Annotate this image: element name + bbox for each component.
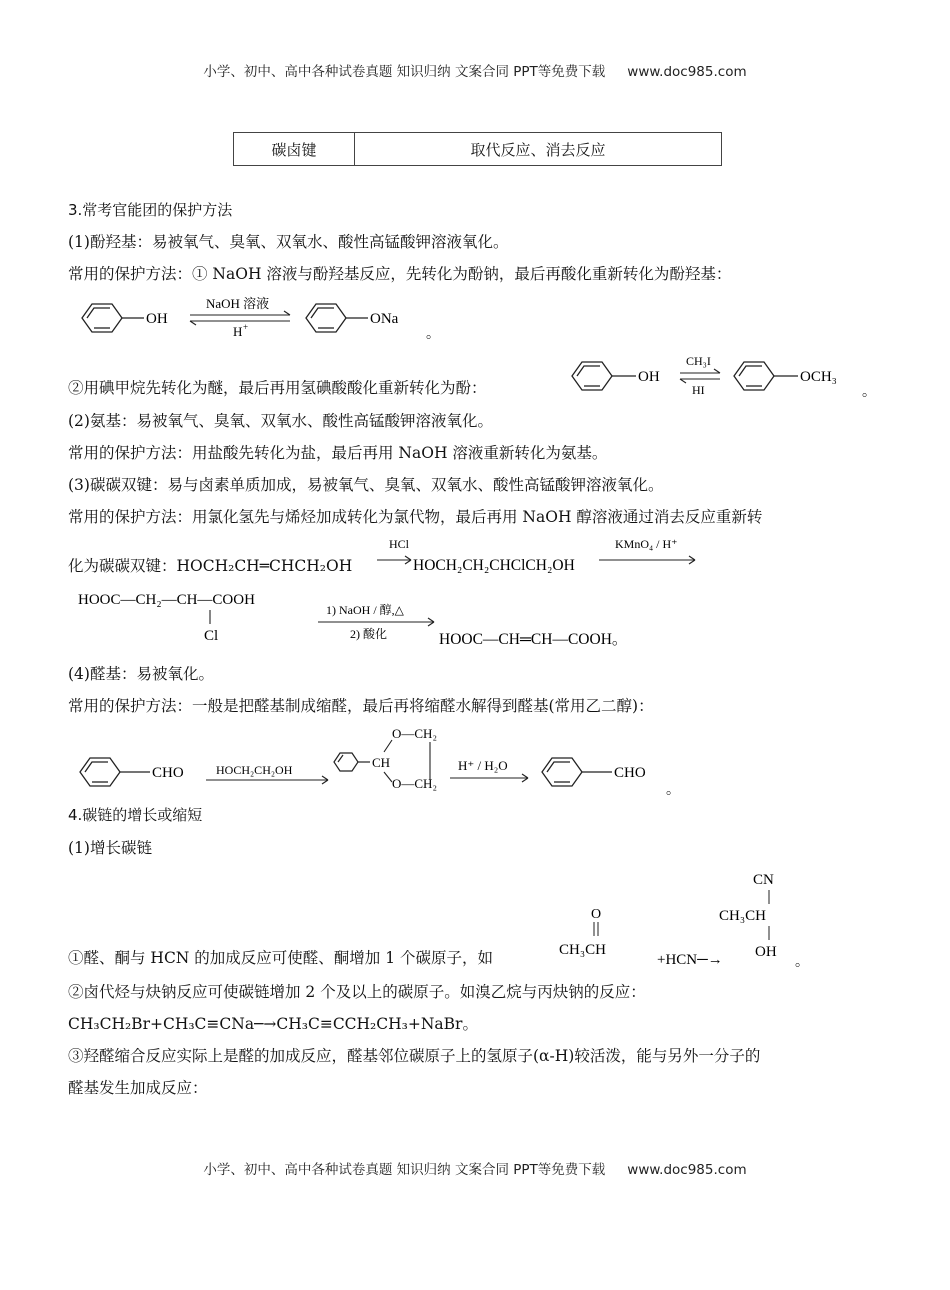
amino-heading: (2)氨基：易被氧气、臭氧、双氧水、酸性高锰酸钾溶液氧化。 bbox=[68, 412, 493, 430]
alkynide-text: ②卤代烃与炔钠反应可使碳链增加 2 个及以上的碳原子。如溴乙烷与丙炔钠的反应： bbox=[68, 983, 646, 1001]
rx1-bottom: H bbox=[233, 324, 243, 339]
rx2-left: OH bbox=[638, 369, 660, 385]
rx4-end: 。 bbox=[666, 783, 680, 798]
aldol-text-1: ③羟醛缩合反应实际上是醛的加成反应，醛基邻位碳原子上的氢原子(α-H)较活泼，能与另外一分子的 bbox=[68, 1047, 761, 1065]
rx4-left: CHO bbox=[152, 765, 184, 781]
hcn-reactant: CH₃CH bbox=[559, 942, 606, 958]
arrow-icon bbox=[318, 618, 434, 626]
rx4-arrow2: H⁺ / H₂O bbox=[458, 758, 508, 773]
phenol-method-2: ②用碘甲烷先转化为醚，最后再用氢碘酸酸化重新转化为酚： bbox=[68, 379, 487, 397]
hcn-addition-text: ①醛、酮与 HCN 的加成反应可使醛、酮增加 1 个碳原子，如 bbox=[68, 949, 494, 967]
section-4-title: 4.碳链的增长或缩短 bbox=[68, 806, 203, 824]
rx3-a3b: 2) 酸化 bbox=[350, 627, 387, 641]
hcn-product: CH₃CH bbox=[719, 908, 766, 924]
phenol-ether-reaction bbox=[566, 350, 876, 400]
rx1-right: ONa bbox=[370, 311, 399, 327]
reaction-table bbox=[233, 132, 722, 166]
section-3-title: 3.常考官能团的保护方法 bbox=[68, 201, 233, 219]
benzene-ring-icon bbox=[734, 362, 798, 390]
arrow-icon bbox=[377, 556, 411, 564]
arrow-icon bbox=[599, 556, 695, 564]
rx1-left: OH bbox=[146, 311, 168, 327]
rx1-sup: + bbox=[243, 322, 249, 332]
alkene-method-2: 化为碳碳双键：HOCH₂CH═CHCH₂OH bbox=[68, 557, 353, 575]
phenol-sodium-reaction bbox=[70, 290, 450, 350]
hcn-cn: CN bbox=[753, 872, 774, 888]
rx4-right: CHO bbox=[614, 765, 646, 781]
header-url[interactable]: www.doc985.com bbox=[627, 64, 747, 80]
page-header bbox=[0, 60, 950, 80]
benzene-ring-icon bbox=[572, 362, 636, 390]
rx1-end: 。 bbox=[426, 327, 440, 342]
arrow-icon bbox=[206, 776, 328, 784]
table-row bbox=[234, 133, 722, 166]
table-cell-bond: 碳卤键 bbox=[234, 133, 355, 166]
amino-method: 常用的保护方法：用盐酸先转化为盐，最后再用 NaOH 溶液重新转化为氨基。 bbox=[68, 444, 608, 462]
benzene-ring-icon bbox=[334, 753, 370, 771]
benzene-ring-icon bbox=[542, 758, 612, 786]
benzene-ring-icon bbox=[82, 304, 144, 332]
table-cell-reaction: 取代反应、消去反应 bbox=[355, 133, 722, 166]
arrow-icon bbox=[450, 774, 528, 782]
rx3-p3: HOOC—CH═CH—COOH。 bbox=[439, 631, 628, 648]
alkene-method-1: 常用的保护方法：用氯化氢先与烯烃加成转化为氯代物，最后再用 NaOH 醇溶液通过消去反应重新转 bbox=[68, 508, 763, 526]
alkynide-equation: CH₃CH₂Br+CH₃C≡CNa─→CH₃C≡CCH₂CH₃+NaBr。 bbox=[68, 1015, 478, 1033]
aldehyde-method: 常用的保护方法：一般是把醛基制成缩醛，最后再将缩醛水解得到醛基(常用乙二醇)： bbox=[68, 697, 654, 715]
hcn-oh: OH bbox=[755, 944, 777, 960]
aldehyde-heading: (4)醛基：易被氧化。 bbox=[68, 665, 214, 683]
rx3-a1: HCl bbox=[389, 537, 410, 551]
rx2-right: OCH₃ bbox=[800, 369, 837, 385]
rx2-bottom: HI bbox=[692, 383, 705, 397]
phenol-heading: (1)酚羟基：易被氧气、臭氧、双氧水、酸性高锰酸钾溶液氧化。 bbox=[68, 233, 509, 251]
footer-text: 小学、初中、高中各种试卷真题 知识归纳 文案合同 PPT等免费下载 bbox=[203, 1162, 606, 1178]
lengthen-heading: (1)增长碳链 bbox=[68, 839, 152, 857]
benzene-ring-icon bbox=[80, 758, 150, 786]
rx3-cl: Cl bbox=[204, 628, 219, 644]
rx4-o2: O—CH₂ bbox=[392, 776, 437, 791]
reversible-arrow-icon bbox=[190, 311, 290, 325]
footer-url[interactable]: www.doc985.com bbox=[627, 1162, 747, 1178]
benzene-ring-icon bbox=[306, 304, 368, 332]
hcn-end: 。 bbox=[795, 955, 809, 968]
reversible-arrow-icon bbox=[680, 369, 720, 383]
rx4-o1: O—CH₂ bbox=[392, 726, 437, 741]
phenol-method-1: 常用的保护方法：① NaOH 溶液与酚羟基反应，先转化为酚钠，最后再酸化重新转化为酚羟基： bbox=[68, 265, 732, 283]
hcn-o: O bbox=[591, 907, 602, 922]
hcn-plus: +HCN─→ bbox=[657, 952, 723, 968]
aldol-text-2: 醛基发生加成反应： bbox=[68, 1079, 208, 1097]
rx3-a3: 1) NaOH / 醇,△ bbox=[326, 603, 404, 617]
alkene-heading: (3)碳碳双键：易与卤素单质加成，易被氧气、臭氧、双氧水、酸性高锰酸钾溶液氧化。 bbox=[68, 476, 664, 494]
rx3-p2: HOOC—CH₂—CH—COOH bbox=[78, 592, 255, 608]
rx2-top: CH₃I bbox=[686, 354, 711, 368]
rx3-p1: HOCH₂CH₂CHClCH₂OH bbox=[413, 557, 575, 574]
page-footer bbox=[0, 1158, 950, 1178]
aldehyde-acetal-reaction bbox=[70, 722, 690, 800]
rx2-end: 。 bbox=[862, 385, 876, 400]
hcn-addition-equation bbox=[555, 866, 815, 968]
rx4-arrow1: HOCH₂CH₂OH bbox=[216, 763, 293, 777]
alkene-reaction-step-2 bbox=[74, 582, 694, 654]
header-text: 小学、初中、高中各种试卷真题 知识归纳 文案合同 PPT等免费下载 bbox=[203, 64, 606, 80]
rx4-ch: CH bbox=[372, 755, 391, 770]
rx1-top: NaOH 溶液 bbox=[206, 296, 270, 311]
alkene-reaction-step-1 bbox=[375, 536, 705, 578]
rx3-a2: KMnO₄ / H⁺ bbox=[615, 537, 678, 551]
